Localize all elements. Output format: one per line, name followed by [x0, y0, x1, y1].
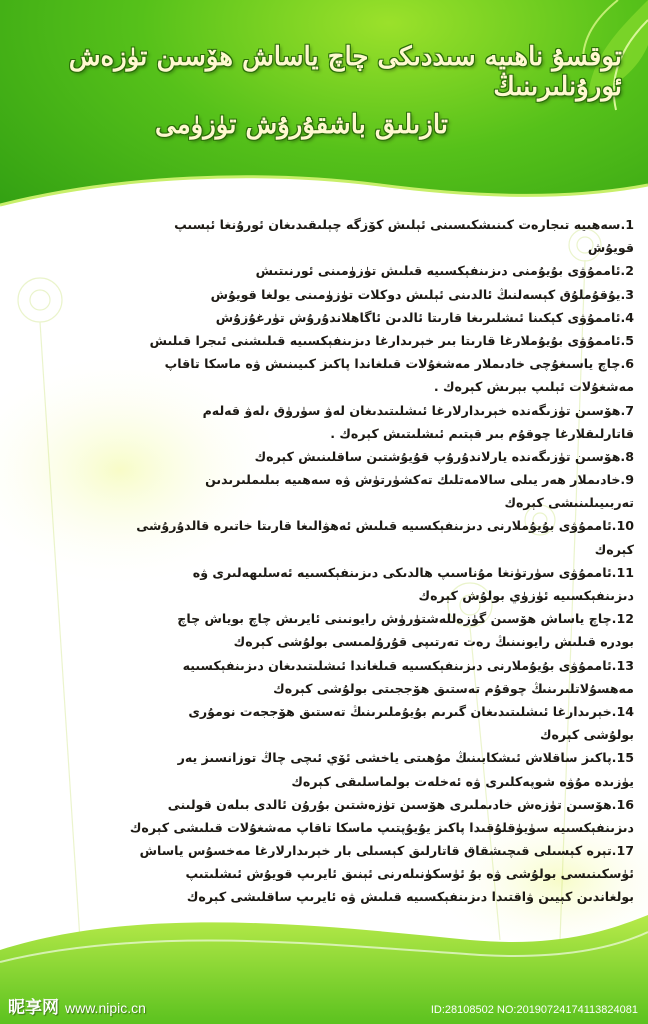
rule-line: 5.ئاممۇۋى بۇيۇملارغا قارىتا بىر خېرىدارغا دىزىنفېكسىيە قىلىشنى ئىجرا قىلىش	[149, 332, 634, 348]
rule-line: دىزىنفېكسىيە سۈيۈقلۇقىدا پاكىز يۇيۇپتىپ ماسكا تاقاپ مەشغۇلات قىلىشى كېرەك	[129, 819, 634, 835]
rule-line: 10.ئاممۇۋى بۇيۇملارنى دىزىنفېكسىيە قىلىش ئەھۋالىغا قارىتا خاتىرە قالدۇرۇشى	[136, 518, 634, 534]
watermark-brand: 昵享网	[8, 998, 59, 1017]
rule-line: 6.چاچ ياسىغۇچى خادىملار مەشغۇلات قىلغاندا پاكىز كىيىنىش ۋە ماسكا تاقاپ	[164, 356, 634, 372]
rule-line: 11.ئاممۇۋى سۈرتۈنغا مۇناسىپ ھالدىكى دىزىنفېكسىيە ئەسلىھەلىرى ۋە	[192, 564, 634, 580]
rule-line: 1.سەھىيە تىجارەت كىنىشكىسىنى ئېلىش كۆزگە چېلىقىدىغان ئورۇنغا ئېسىپ	[174, 217, 634, 232]
rule-line: 12.چاچ ياساش ھۆسىن گۈزەللەشتۈرۈش رايونىنى ئايرىش چاچ بوياش چاچ	[177, 611, 634, 627]
rule-line: تەربىيىلىنىشى كېرەك	[504, 495, 634, 511]
rule-line: مەشغۇلات ئېلىپ بېرىش كېرەك .	[433, 379, 634, 395]
image-id: ID:28108502 NO:20190724174113824081	[430, 1004, 638, 1016]
rule-line: 13.ئاممۇۋى بۇيۇملارنى دىزىنفېكسىيە قىلغاندا ئىشلىتىدىغان دىزىنفېكسىيە	[182, 657, 634, 673]
rules-list	[26, 213, 634, 933]
rule-line: 17.تېرە كېسىلى قىچىشقاق قاتارلىق كېسىلى بار خېرىدارلارغا مەخسۇس ياساش	[139, 843, 634, 859]
watermark	[8, 993, 146, 1018]
rule-line: 4.ئاممۇۋى كېكىنا ئىشلىرىغا قارىتا ئالدىن ئاگاھلاندۇرۇش تۈرغۇزۇش	[215, 309, 634, 325]
rule-line: ئۈسكىنىسى بولۇشى ۋە بۇ ئۈسكۈنىلەرنى ئېنىق ئايرىپ قويۇش ئىشلىتىپ	[185, 866, 634, 882]
page-title: توقسۇ ناھىيە سىددىكى چاچ ياساش ھۆسىن تۈزەش ئورۇنلىرىنىڭ	[68, 42, 622, 102]
rule-line: 9.خادىملار ھەر يىلى سالامەتلىك تەكشۈرتۈش ۋە سەھىيە بىلىملىرىدىن	[205, 472, 634, 488]
rule-line: قويۇش	[587, 240, 634, 256]
rule-line: 7.ھۆسىن تۈزىگەندە خېرىدارلارغا ئىشلىتىدىغان لەۋ سۈرۈق ،لەۋ قەلەم	[202, 402, 634, 418]
rule-line: مەھسۇلاتلىرىنىڭ چوقۇم تەستىق ھۆججىتى بولۇشى كېرەك	[273, 680, 634, 696]
rule-line: كېرەك	[594, 541, 634, 557]
rule-line: بولۇشى كېرەك	[539, 727, 634, 743]
rule-line: 8.ھۆسىن تۈزىگەندە يارلاندۇرۇپ قۇيۇشتىن ساقلىنىش كېرەك	[254, 448, 634, 464]
rule-line: 2.ئاممۇۋى بۇيۇمنى دىزىنفېكسىيە قىلىش تۈزۈمىنى ئورنىتىش	[255, 263, 634, 279]
page-subtitle: تازىلىق باشقۇرۇش تۈزۈمى	[155, 110, 448, 140]
rule-line: 16.ھۆسىن تۈزەش خادىملىرى ھۆسىن تۈزەشتىن بۇرۇن ئالدى بىلەن قولىنى	[167, 796, 634, 812]
rule-line: يۈزىدە مۇۋە شوپەكلىرى ۋە ئەخلەت بولماسلىقى كېرەك	[291, 773, 634, 789]
watermark-site: www.nipic.cn	[65, 1000, 146, 1016]
rule-line: بودرە قىلىش رايونىنىڭ رەت تەرتىپى قۇرۇلمىسى بولۇشى كېرەك	[233, 634, 634, 650]
rule-line: قاتارلىقلارغا چوقۇم بىر قېتىم ئىشلىتىش كېرەك .	[330, 425, 634, 441]
rule-line: 15.پاكىز ساقلاش ئىشكابىنىڭ مۇھىتى ياخشى ئۆي ئىچى چاڭ توزانسىز يەر	[177, 750, 634, 766]
rule-line: بولغاندىن كېيىن ۋاقتىدا دىزىنفېكسىيە قىلىش ۋە ئايرىپ ساقلىشى كېرەك	[186, 889, 634, 905]
rule-line: 3.يۇقۇملۇق كېسەلنىڭ ئالدىنى ئېلىش دوكلات تۈزۈمىنى يولغا قويۇش	[210, 286, 634, 302]
rule-line: دىزىنفېكسىيە ئۈزۈي بولۇش كېرەك	[418, 588, 634, 603]
rule-line: 14.خېرىدارغا ئىشلىتىدىغان گىرىم بۇيۇملىرىنىڭ تەستىق ھۆججەت نومۇرى	[188, 703, 634, 719]
